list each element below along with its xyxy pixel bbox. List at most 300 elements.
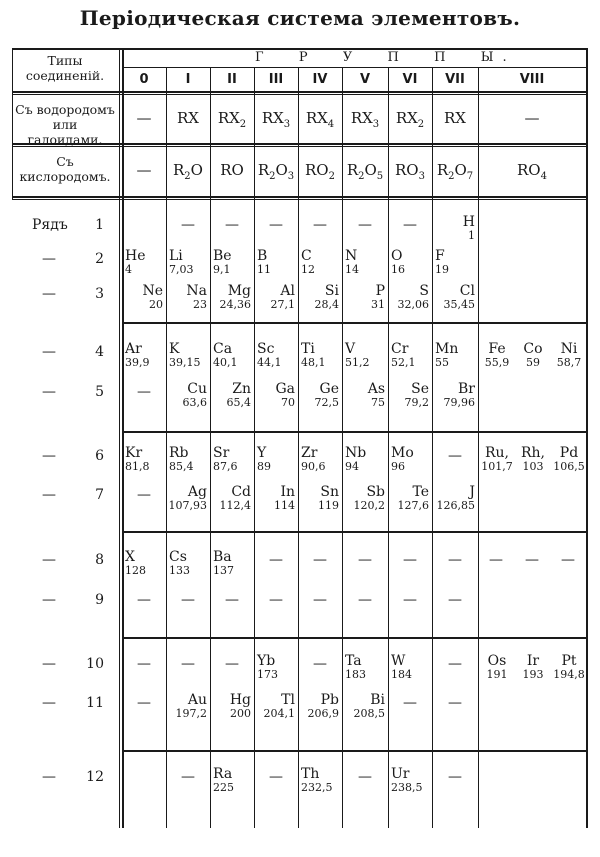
empty-cell-dash: —: [181, 769, 195, 785]
oxygen-row-formula: $RO_4$: [517, 161, 547, 182]
element-symbol: Te: [412, 484, 429, 500]
element-se: [390, 382, 429, 409]
element-mg: [212, 284, 251, 311]
empty-cell-dash: —: [489, 552, 503, 568]
rule-horizontal: [122, 750, 586, 752]
element-symbol: Mo: [391, 445, 414, 461]
element-bi: [344, 693, 385, 720]
element-sb: [344, 485, 385, 512]
empty-cell-dash: —: [313, 217, 327, 233]
element-ir: [516, 654, 550, 681]
empty-cell-dash: —: [448, 695, 462, 711]
element-ca: [213, 342, 253, 369]
element-symbol: Ti: [301, 341, 315, 357]
element-symbol: Cd: [231, 484, 251, 500]
atomic-weight: 35,45: [443, 298, 475, 311]
element-c: [301, 249, 341, 276]
group-number-VI: VI: [402, 72, 418, 87]
empty-cell-dash: —: [137, 695, 151, 711]
series-number: 1: [95, 217, 104, 233]
element-y: [257, 446, 297, 473]
element-ga: [256, 382, 295, 409]
empty-cell-dash: —: [269, 552, 283, 568]
rule-horizontal: [122, 322, 586, 324]
element-w: [391, 654, 431, 681]
element-symbol: Cr: [391, 341, 409, 357]
empty-cell-dash: —: [358, 217, 372, 233]
element-symbol: Ni: [560, 341, 578, 357]
atomic-weight: 90,6: [301, 460, 326, 473]
group-number-I: I: [185, 72, 191, 87]
atomic-weight: 197,2: [175, 707, 207, 720]
element-symbol: Pt: [561, 653, 577, 669]
atomic-weight: 31: [371, 298, 385, 311]
hydrogen-row-formula: $RX_3$: [350, 108, 380, 130]
element-symbol: Zn: [232, 381, 251, 397]
atomic-weight: 120,2: [353, 499, 385, 512]
series-number: 6: [95, 448, 104, 464]
rule-vertical: [119, 48, 120, 828]
atomic-weight: 89: [257, 460, 271, 473]
element-cu: [168, 382, 207, 409]
series-dash: —: [42, 286, 56, 302]
series-number: 8: [95, 552, 104, 568]
empty-cell-dash: —: [525, 552, 539, 568]
element-rh: [516, 446, 550, 473]
oxygen-row-formula: $RO_2$: [305, 161, 335, 182]
element-si: [300, 284, 339, 311]
element-fe: [480, 342, 514, 369]
hydrogen-row-formula: $RX_3$: [261, 108, 291, 130]
element-symbol: Mn: [435, 341, 459, 357]
series-number: 2: [95, 251, 104, 267]
element-he: [125, 249, 165, 276]
element-ge: [300, 382, 339, 409]
element-ru: [480, 446, 514, 473]
oxygen-row-formula: RO: [220, 161, 244, 179]
rule-horizontal: [122, 431, 586, 433]
series-number: 9: [95, 592, 104, 608]
element-symbol: F: [435, 248, 445, 264]
oxygen-row-label: Съ кислородомъ.: [19, 154, 111, 184]
element-ra: [213, 767, 253, 794]
element-x: [125, 550, 165, 577]
element-mn: [435, 342, 477, 369]
series-dash: —: [42, 695, 56, 711]
rule-horizontal: [12, 91, 586, 93]
empty-cell-dash: —: [137, 592, 151, 608]
element-cr: [391, 342, 431, 369]
element-hg: [212, 693, 251, 720]
element-ba: [213, 550, 253, 577]
empty-cell-dash: —: [225, 656, 239, 672]
element-f: [435, 249, 477, 276]
atomic-weight: 58,7: [556, 356, 582, 369]
atomic-weight: 48,1: [301, 356, 326, 369]
element-symbol: Bi: [370, 692, 385, 708]
atomic-weight: 7,03: [169, 263, 194, 276]
empty-cell-dash: —: [358, 769, 372, 785]
oxygen-row-formula: $R_2O_5$: [346, 161, 384, 182]
element-ag: [168, 485, 207, 512]
atomic-weight: 87,6: [213, 460, 238, 473]
element-symbol: Li: [169, 248, 183, 264]
element-symbol: Ga: [275, 381, 295, 397]
element-as: [344, 382, 385, 409]
atomic-weight: 106,5: [553, 460, 585, 473]
element-symbol: H: [462, 214, 475, 230]
series-number: 5: [95, 384, 104, 400]
atomic-weight: 70: [281, 396, 295, 409]
element-te: [390, 485, 429, 512]
atomic-weight: 14: [345, 263, 359, 276]
element-symbol: Th: [301, 766, 320, 782]
empty-cell-dash: —: [137, 487, 151, 503]
types-of-compounds-label: Типы соединеній.: [25, 53, 105, 83]
atomic-weight: 55: [435, 356, 449, 369]
element-symbol: Ne: [142, 283, 163, 299]
empty-cell-dash: —: [181, 656, 195, 672]
element-s: [390, 284, 429, 311]
atomic-weight: 208,5: [353, 707, 385, 720]
empty-cell-dash: —: [181, 592, 195, 608]
element-be: [213, 249, 253, 276]
empty-cell-dash: —: [269, 769, 283, 785]
element-ni: [552, 342, 586, 369]
element-symbol: He: [125, 248, 146, 264]
atomic-weight: 79,2: [404, 396, 429, 409]
element-symbol: Se: [411, 381, 429, 397]
atomic-weight: 39,9: [125, 356, 150, 369]
element-symbol: N: [345, 248, 358, 264]
series-dash: —: [42, 592, 56, 608]
rule-horizontal: [122, 67, 586, 68]
empty-cell-dash: —: [448, 769, 462, 785]
element-zn: [212, 382, 251, 409]
element-zr: [301, 446, 341, 473]
group-number-II: II: [227, 72, 237, 87]
atomic-weight: 173: [257, 668, 278, 681]
series-number: 7: [95, 487, 104, 503]
rule-vertical: [210, 67, 211, 828]
element-h: [434, 215, 475, 242]
oxygen-row-formula: $R_2O_7$: [436, 161, 474, 182]
atomic-weight: 19: [435, 263, 449, 276]
element-symbol: C: [301, 248, 312, 264]
element-symbol: Fe: [488, 341, 506, 357]
atomic-weight: 183: [345, 668, 366, 681]
element-al: [256, 284, 295, 311]
atomic-weight: 16: [391, 263, 405, 276]
element-symbol: Nb: [345, 445, 367, 461]
empty-cell-dash: —: [313, 656, 327, 672]
page-title: Періодическая система элементовъ.: [79, 6, 521, 30]
atomic-weight: 75: [371, 396, 385, 409]
hydrogen-row-formula: $RX_2$: [217, 108, 247, 130]
atomic-weight: 126,85: [436, 499, 475, 512]
groups-label: Г Р У П П Ы.: [255, 50, 516, 65]
element-symbol: Rb: [169, 445, 189, 461]
atomic-weight: 206,9: [307, 707, 339, 720]
element-symbol: Pb: [320, 692, 339, 708]
empty-cell-dash: —: [403, 552, 417, 568]
element-symbol: Rh,: [520, 445, 545, 461]
element-symbol: Sc: [257, 341, 275, 357]
rule-vertical: [586, 48, 588, 828]
element-nb: [345, 446, 387, 473]
atomic-weight: 225: [213, 781, 234, 794]
element-symbol: K: [169, 341, 180, 357]
element-symbol: Yb: [257, 653, 276, 669]
atomic-weight: 1: [468, 229, 475, 242]
element-symbol: J: [469, 484, 475, 500]
element-cl: [434, 284, 475, 311]
element-symbol: S: [419, 283, 429, 299]
element-in: [256, 485, 295, 512]
atomic-weight: 200: [230, 707, 251, 720]
element-symbol: Mg: [227, 283, 251, 299]
atomic-weight: 81,8: [125, 460, 150, 473]
empty-cell-dash: —: [403, 695, 417, 711]
series-dash: —: [42, 656, 56, 672]
hydrogen-row-formula: RX: [444, 108, 466, 127]
element-cs: [169, 550, 209, 577]
element-symbol: Be: [213, 248, 232, 264]
element-symbol: Cu: [187, 381, 207, 397]
element-symbol: B: [257, 248, 268, 264]
element-pb: [300, 693, 339, 720]
series-dash: —: [42, 552, 56, 568]
element-symbol: Ru,: [484, 445, 509, 461]
element-symbol: X: [125, 549, 135, 565]
element-symbol: Co: [523, 341, 543, 357]
element-symbol: Zr: [301, 445, 318, 461]
atomic-weight: 72,5: [314, 396, 339, 409]
empty-cell-dash: —: [181, 217, 195, 233]
empty-cell-dash: —: [313, 592, 327, 608]
atomic-weight: 119: [318, 499, 339, 512]
element-na: [168, 284, 207, 311]
atomic-weight: 20: [149, 298, 163, 311]
group-number-III: III: [268, 72, 284, 87]
element-symbol: Kr: [125, 445, 143, 461]
element-mo: [391, 446, 431, 473]
element-o: [391, 249, 431, 276]
group-number-VII: VII: [445, 72, 465, 87]
series-dash: —: [42, 487, 56, 503]
empty-cell-dash: —: [313, 552, 327, 568]
atomic-weight: 191: [486, 668, 508, 681]
oxygen-row-formula: —: [136, 161, 152, 179]
empty-cell-dash: —: [225, 217, 239, 233]
empty-cell-dash: —: [358, 592, 372, 608]
atomic-weight: 27,1: [270, 298, 295, 311]
atomic-weight: 51,2: [345, 356, 370, 369]
element-symbol: Au: [187, 692, 207, 708]
element-symbol: Cs: [169, 549, 187, 565]
atomic-weight: 59: [526, 356, 540, 369]
atomic-weight: 55,9: [484, 356, 510, 369]
hydrogen-row-formula: —: [136, 108, 152, 127]
element-cd: [212, 485, 251, 512]
empty-cell-dash: —: [403, 592, 417, 608]
empty-cell-dash: —: [137, 656, 151, 672]
atomic-weight: 204,1: [263, 707, 295, 720]
atomic-weight: 193: [522, 668, 544, 681]
hydrogen-row-formula: $RX_2$: [395, 108, 425, 130]
element-th: [301, 767, 341, 794]
element-symbol: Na: [186, 283, 207, 299]
atomic-weight: 103: [522, 460, 544, 473]
element-symbol: Os: [487, 653, 507, 669]
rule-horizontal: [12, 94, 586, 95]
element-symbol: Y: [257, 445, 267, 461]
atomic-weight: 232,5: [301, 781, 333, 794]
empty-cell-dash: —: [358, 552, 372, 568]
atomic-weight: 94: [345, 460, 359, 473]
atomic-weight: 79,96: [443, 396, 475, 409]
element-j: [434, 485, 475, 512]
series-dash: —: [42, 384, 56, 400]
atomic-weight: 9,1: [213, 263, 231, 276]
element-au: [168, 693, 207, 720]
series-number: 3: [95, 286, 104, 302]
empty-cell-dash: —: [448, 448, 462, 464]
atomic-weight: 32,06: [397, 298, 429, 311]
element-ar: [125, 342, 165, 369]
atomic-weight: 11: [257, 263, 271, 276]
element-symbol: As: [367, 381, 385, 397]
oxygen-row-formula: $R_2O_3$: [257, 161, 295, 182]
element-sn: [300, 485, 339, 512]
element-ne: [124, 284, 163, 311]
element-symbol: In: [280, 484, 295, 500]
element-symbol: Ir: [526, 653, 540, 669]
rule-horizontal: [122, 531, 586, 533]
atomic-weight: 23: [193, 298, 207, 311]
hydrogen-row-formula: RX: [177, 108, 199, 127]
element-symbol: Ba: [213, 549, 232, 565]
empty-cell-dash: —: [269, 592, 283, 608]
element-ti: [301, 342, 341, 369]
rule-horizontal: [12, 196, 586, 198]
oxygen-row-formula: $R_2O$: [173, 161, 203, 182]
element-k: [169, 342, 209, 369]
atomic-weight: 184: [391, 668, 412, 681]
hydrogen-row-formula: $RX_4$: [305, 108, 335, 130]
series-dash: —: [42, 769, 56, 785]
rule-horizontal: [12, 199, 586, 200]
atomic-weight: 40,1: [213, 356, 238, 369]
element-ur: [391, 767, 431, 794]
atomic-weight: 12: [301, 263, 315, 276]
empty-cell-dash: —: [403, 217, 417, 233]
atomic-weight: 65,4: [226, 396, 251, 409]
atomic-weight: 44,1: [257, 356, 282, 369]
element-symbol: Ag: [187, 484, 207, 500]
element-yb: [257, 654, 297, 681]
element-symbol: Ca: [213, 341, 233, 357]
series-number: 11: [86, 695, 104, 711]
atomic-weight: 28,4: [314, 298, 339, 311]
element-v: [345, 342, 387, 369]
series-number: 12: [86, 769, 104, 785]
series-dash: —: [42, 344, 56, 360]
atomic-weight: 128: [125, 564, 146, 577]
element-b: [257, 249, 297, 276]
series-number: 10: [86, 656, 104, 672]
element-sc: [257, 342, 297, 369]
element-pt: [552, 654, 586, 681]
element-symbol: Sn: [320, 484, 339, 500]
atomic-weight: 137: [213, 564, 234, 577]
group-number-VIII: VIII: [519, 72, 545, 87]
atomic-weight: 4: [125, 263, 132, 276]
element-symbol: Br: [458, 381, 475, 397]
hydrogen-row-formula: —: [524, 108, 540, 127]
oxygen-row-formula: $RO_3$: [395, 161, 425, 182]
element-symbol: W: [391, 653, 406, 669]
element-n: [345, 249, 387, 276]
atomic-weight: 85,4: [169, 460, 194, 473]
atomic-weight: 39,15: [169, 356, 201, 369]
element-symbol: Tl: [281, 692, 295, 708]
group-number-IV: IV: [312, 72, 328, 87]
element-symbol: V: [345, 341, 356, 357]
atomic-weight: 238,5: [391, 781, 423, 794]
series-dash: —: [42, 251, 56, 267]
element-symbol: P: [375, 283, 385, 299]
element-symbol: Ar: [125, 341, 142, 357]
element-br: [434, 382, 475, 409]
element-kr: [125, 446, 165, 473]
element-symbol: Hg: [229, 692, 251, 708]
element-symbol: Ta: [345, 653, 362, 669]
atomic-weight: 63,6: [182, 396, 207, 409]
empty-cell-dash: —: [448, 656, 462, 672]
atomic-weight: 112,4: [219, 499, 251, 512]
element-symbol: Al: [280, 283, 295, 299]
series-dash: —: [42, 448, 56, 464]
atomic-weight: 96: [391, 460, 405, 473]
element-symbol: Ge: [319, 381, 339, 397]
empty-cell-dash: —: [269, 217, 283, 233]
empty-cell-dash: —: [225, 592, 239, 608]
element-symbol: Pd: [559, 445, 579, 461]
element-os: [480, 654, 514, 681]
element-co: [516, 342, 550, 369]
atomic-weight: 127,6: [397, 499, 429, 512]
series-label: Рядъ: [32, 217, 68, 233]
element-symbol: O: [391, 248, 403, 264]
element-rb: [169, 446, 209, 473]
element-symbol: Si: [324, 283, 339, 299]
hydrogen-row-label: Съ водородомъ или галоидами.: [15, 102, 115, 147]
empty-cell-dash: —: [448, 552, 462, 568]
rule-horizontal: [122, 637, 586, 639]
atomic-weight: 52,1: [391, 356, 416, 369]
element-pd: [552, 446, 586, 473]
atomic-weight: 194,8: [553, 668, 585, 681]
atomic-weight: 114: [274, 499, 295, 512]
empty-cell-dash: —: [561, 552, 575, 568]
element-symbol: Ur: [391, 766, 410, 782]
atomic-weight: 133: [169, 564, 190, 577]
element-p: [344, 284, 385, 311]
atomic-weight: 101,7: [481, 460, 513, 473]
empty-cell-dash: —: [137, 384, 151, 400]
group-number-V: V: [359, 72, 371, 87]
